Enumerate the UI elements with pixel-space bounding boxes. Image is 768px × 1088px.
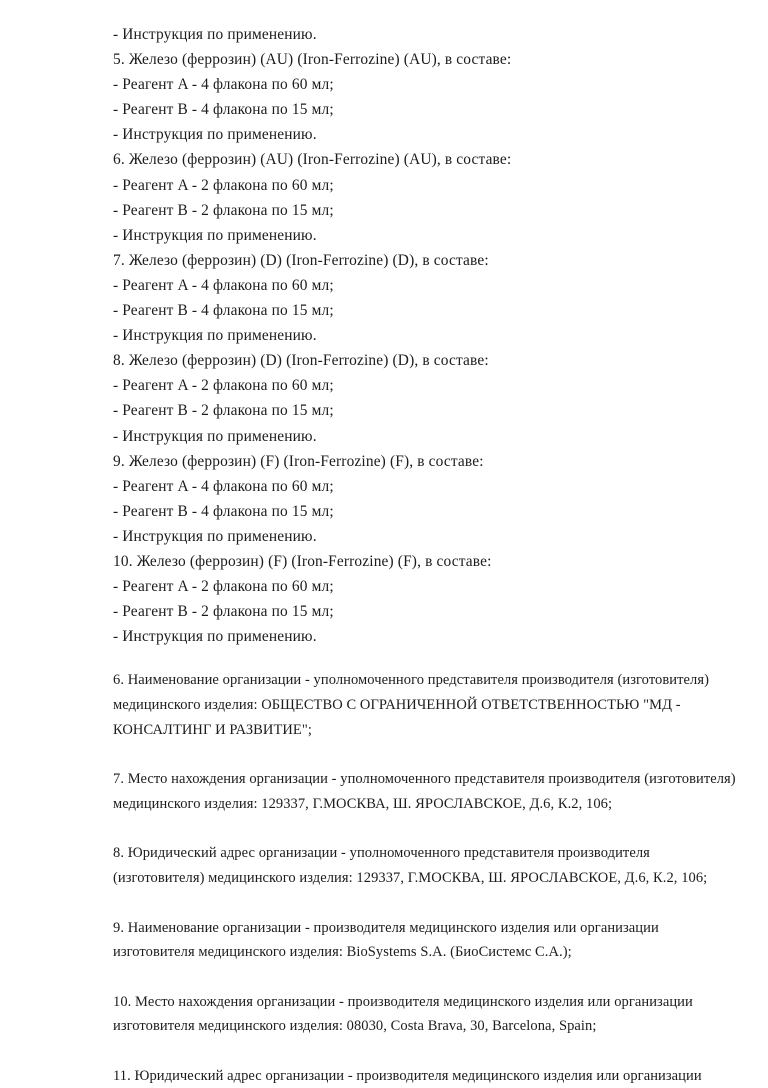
list-item: - Реагент A - 4 флакона по 60 мл; (113, 477, 334, 495)
list-item: - Реагент B - 2 флакона по 15 мл; (113, 402, 334, 420)
list-item: 6. Железо (феррозин) (AU) (Iron-Ferrozine) (AU), в составе: (113, 151, 512, 169)
list-item: - Реагент B - 2 флакона по 15 мл; (113, 603, 334, 621)
list-item: - Инструкция по применению. (113, 628, 317, 646)
list-item: - Реагент A - 4 флакона по 60 мл; (113, 76, 334, 94)
paragraph-authorized-representative-location: 7. Место нахождения организации - уполномоченного представителя производителя (изготовителя) медицинского изделия: 129337, Г.МОСКВА, Ш. ЯРОСЛАВСКОЕ, Д.6, К.2, 106; (113, 771, 736, 812)
kit-composition-list (113, 22, 738, 649)
list-item: 7. Железо (феррозин) (D) (Iron-Ferrozine) (D), в составе: (113, 251, 489, 269)
list-item: - Инструкция по применению. (113, 226, 317, 244)
list-item: - Реагент A - 2 флакона по 60 мл; (113, 578, 334, 596)
list-item: - Реагент A - 2 флакона по 60 мл; (113, 377, 334, 395)
paragraph-manufacturer-name: 9. Наименование организации - производителя медицинского изделия или организации изготовителя медицинского изделия: BioSystems S.A. (БиоСистемс С.А.); (113, 919, 659, 961)
paragraph-authorized-representative-legal-address: 8. Юридический адрес организации - уполномоченного представителя производителя (изготовителя) медицинского изделия: 129337, Г.МОСКВА, Ш. ЯРОСЛАВСКОЕ, Д.6, К.2, 106; (113, 845, 708, 886)
list-item: - Реагент A - 4 флакона по 60 мл; (113, 276, 334, 294)
paragraph-manufacturer-legal-address: 11. Юридический адрес организации - производителя медицинского изделия или организации (113, 1067, 702, 1084)
paragraph-manufacturer-location: 10. Место нахождения организации - производителя медицинского изделия или организации изготовителя медицинского изделия: 08030, Costa Brava, 30, Barcelona, Spain; (113, 993, 693, 1035)
list-item: - Инструкция по применению. (113, 527, 317, 545)
list-item: 10. Железо (феррозин) (F) (Iron-Ferrozine) (F), в составе: (113, 552, 492, 570)
list-item: - Инструкция по применению. (113, 327, 317, 345)
paragraph-authorized-representative-name: 6. Наименование организации - уполномоченного представителя производителя (изготовителя) медицинского изделия: ОБЩЕСТВО С ОГРАНИЧЕННОЙ ОТВЕТСТВЕННОСТЬЮ "МД - КОНСАЛТИНГ И РАЗВИТИЕ"; (113, 672, 709, 738)
list-item: - Реагент A - 2 флакона по 60 мл; (113, 176, 334, 194)
list-item: - Реагент B - 2 флакона по 15 мл; (113, 201, 334, 219)
list-item: - Реагент B - 4 флакона по 15 мл; (113, 101, 334, 119)
list-item: 8. Железо (феррозин) (D) (Iron-Ferrozine) (D), в составе: (113, 352, 489, 370)
list-item: - Инструкция по применению. (113, 126, 317, 144)
list-item: - Реагент B - 4 флакона по 15 мл; (113, 502, 334, 520)
list-item: - Реагент B - 4 флакона по 15 мл; (113, 302, 334, 320)
list-item: - Инструкция по применению. (113, 427, 317, 445)
list-item: - Инструкция по применению. (113, 26, 317, 43)
registration-details-section (113, 668, 738, 1088)
list-item: 9. Железо (феррозин) (F) (Iron-Ferrozine) (F), в составе: (113, 452, 484, 470)
list-item: 5. Железо (феррозин) (AU) (Iron-Ferrozine) (AU), в составе: (113, 51, 512, 69)
